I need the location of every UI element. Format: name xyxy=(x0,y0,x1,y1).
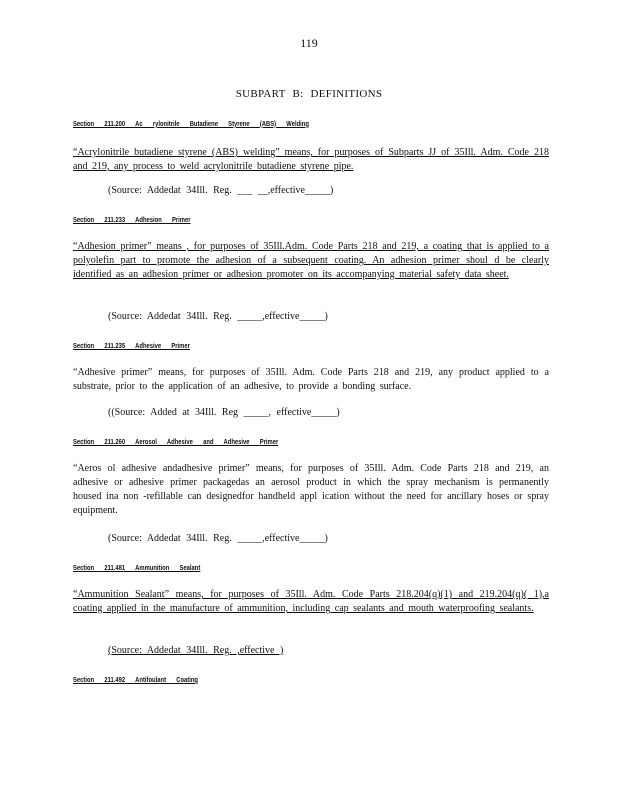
section-heading: Section 211.260 Aerosol Adhesive and Adhesive Primer xyxy=(73,437,279,446)
section-heading: Section 211.481 Ammunition Sealant xyxy=(73,563,201,572)
section-heading: Section 211.200 Ac rylonitrile Butadiene Styrene (ABS) Welding xyxy=(73,119,309,128)
page-number: 119 xyxy=(300,36,318,50)
source-note: (Source: Addedat 34Ill. Reg. ,effective ) xyxy=(108,645,284,656)
definition-text: “Acrylonitrile butadiene styrene (ABS) welding” means, for purposes of Subparts JJ of 35Ill. Adm. Code 218 and 219, any process to weld acrylonitrile butadiene styrene pipe. xyxy=(73,147,549,172)
definition-text: “Adhesion primer” means , for purposes of 35Ill.Adm. Code Parts 218 and 219, a coating that is applied to a polyolefin part to promote the adhesion of a subsequent coating. An adhesion primer shoul d be clearly identified as an adhesion primer or adhesion promoter on its accompanying material safety data sheet. xyxy=(73,241,549,280)
subpart-title: SUBPART B: DEFINITIONS xyxy=(235,88,383,100)
section-heading: Section 211.233 Adhesion Primer xyxy=(73,215,191,224)
definition-text: “Adhesive primer” means, for purposes of 35Ill. Adm. Code Parts 218 and 219, any product applied to a substrate, prior to the application of an adhesive, to provide a bonding surface. xyxy=(73,367,549,392)
section-heading: Section 211.235 Adhesive Primer xyxy=(73,341,190,350)
source-note: (Source: Addedat 34Ill. Reg. _____,effective_____) xyxy=(108,533,328,544)
source-note: (Source: Addedat 34Ill. Reg. ___ __,effective_____) xyxy=(108,185,334,196)
source-note: (Source: Addedat 34Ill. Reg. _____,effective_____) xyxy=(108,311,328,322)
source-note: ((Source: Added at 34Ill. Reg _____, effective_____) xyxy=(108,407,340,418)
definition-text: “Ammunition Sealant” means, for purposes of 35Ill. Adm. Code Parts 218.204(q)(1) and 219.204(q)( 1),a coating applied in the manufacture of ammunition, including cap sealants and mouth waterproofing sealants. xyxy=(73,589,549,614)
section-heading: Section 211.492 Antifoulant Coating xyxy=(73,675,198,684)
definition-text: “Aeros ol adhesive andadhesive primer” means, for purposes of 35Ill. Adm. Code Parts 218 and 219, an adhesive or adhesive primer packagedas an aerosol product in which the spray mechanism is permanently housed ina non -refillable can designedfor handheld appl ication without the need for ancillary hoses or spray equipment. xyxy=(73,463,549,516)
